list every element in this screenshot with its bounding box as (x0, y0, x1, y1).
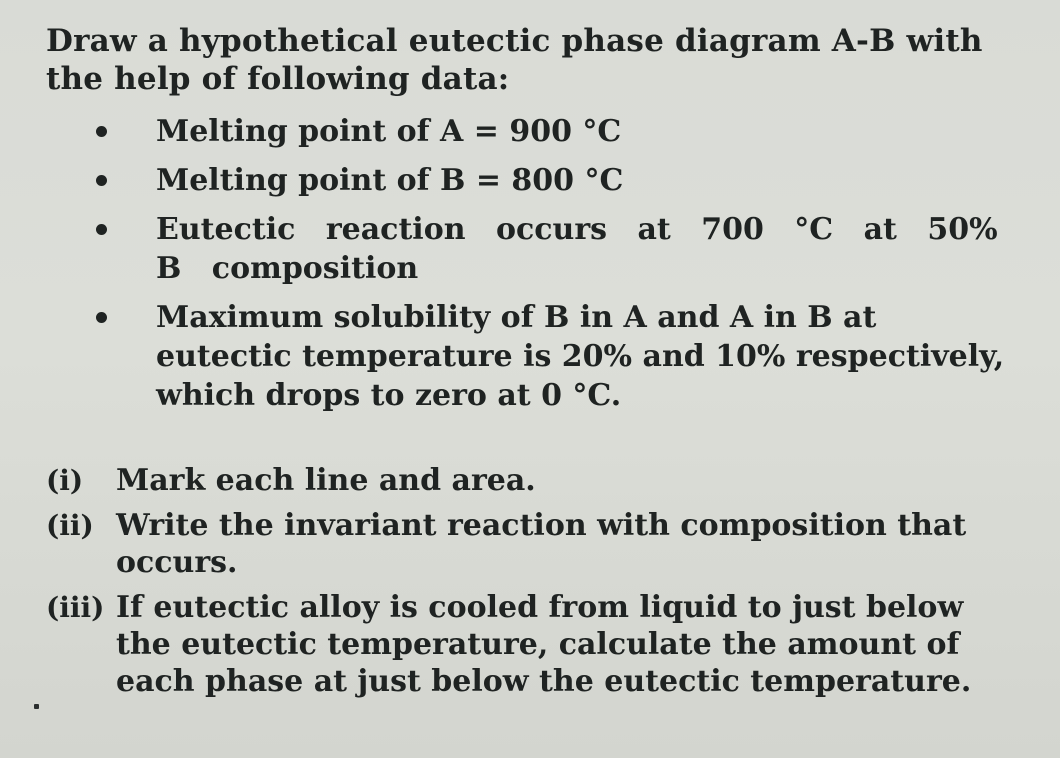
question-list (46, 462, 1006, 708)
question-number: (iii) (46, 591, 105, 624)
question-item (46, 589, 1006, 700)
bullet-icon (96, 312, 107, 323)
list-item-text: Melting point of B = 800 °C (156, 163, 624, 198)
question-number: (ii) (46, 509, 94, 542)
question-number: (i) (46, 464, 84, 497)
list-item (96, 210, 1016, 288)
list-item (96, 161, 1016, 200)
list-item-text: Melting point of A = 900 °C (156, 114, 622, 149)
data-list (96, 112, 1016, 415)
question-text: Write the invariant reaction with composition that occurs. (116, 508, 967, 580)
question-text: Mark each line and area. (116, 463, 536, 498)
list-item (96, 112, 1016, 151)
bullet-icon (96, 126, 107, 137)
bullet-icon (96, 224, 107, 235)
bullet-icon (96, 175, 107, 186)
question-text: If eutectic alloy is cooled from liquid to just below the eutectic temperature, calculate the amount of each phase at just below the eutectic temperature. (116, 590, 972, 699)
list-item-text: Maximum solubility of B in A and A in B at eutectic temperature is 20% and 10% respectively, which drops to zero at 0 °C. (156, 300, 1005, 413)
question-item (46, 507, 1006, 581)
margin-mark (34, 704, 39, 709)
problem-intro: Draw a hypothetical eutectic phase diagram A-B with the help of following data: (46, 23, 983, 97)
list-item-text: Eutectic reaction occurs at 700 °C at 50% B composition (156, 212, 998, 286)
list-item (96, 298, 1016, 415)
question-item (46, 462, 1006, 499)
